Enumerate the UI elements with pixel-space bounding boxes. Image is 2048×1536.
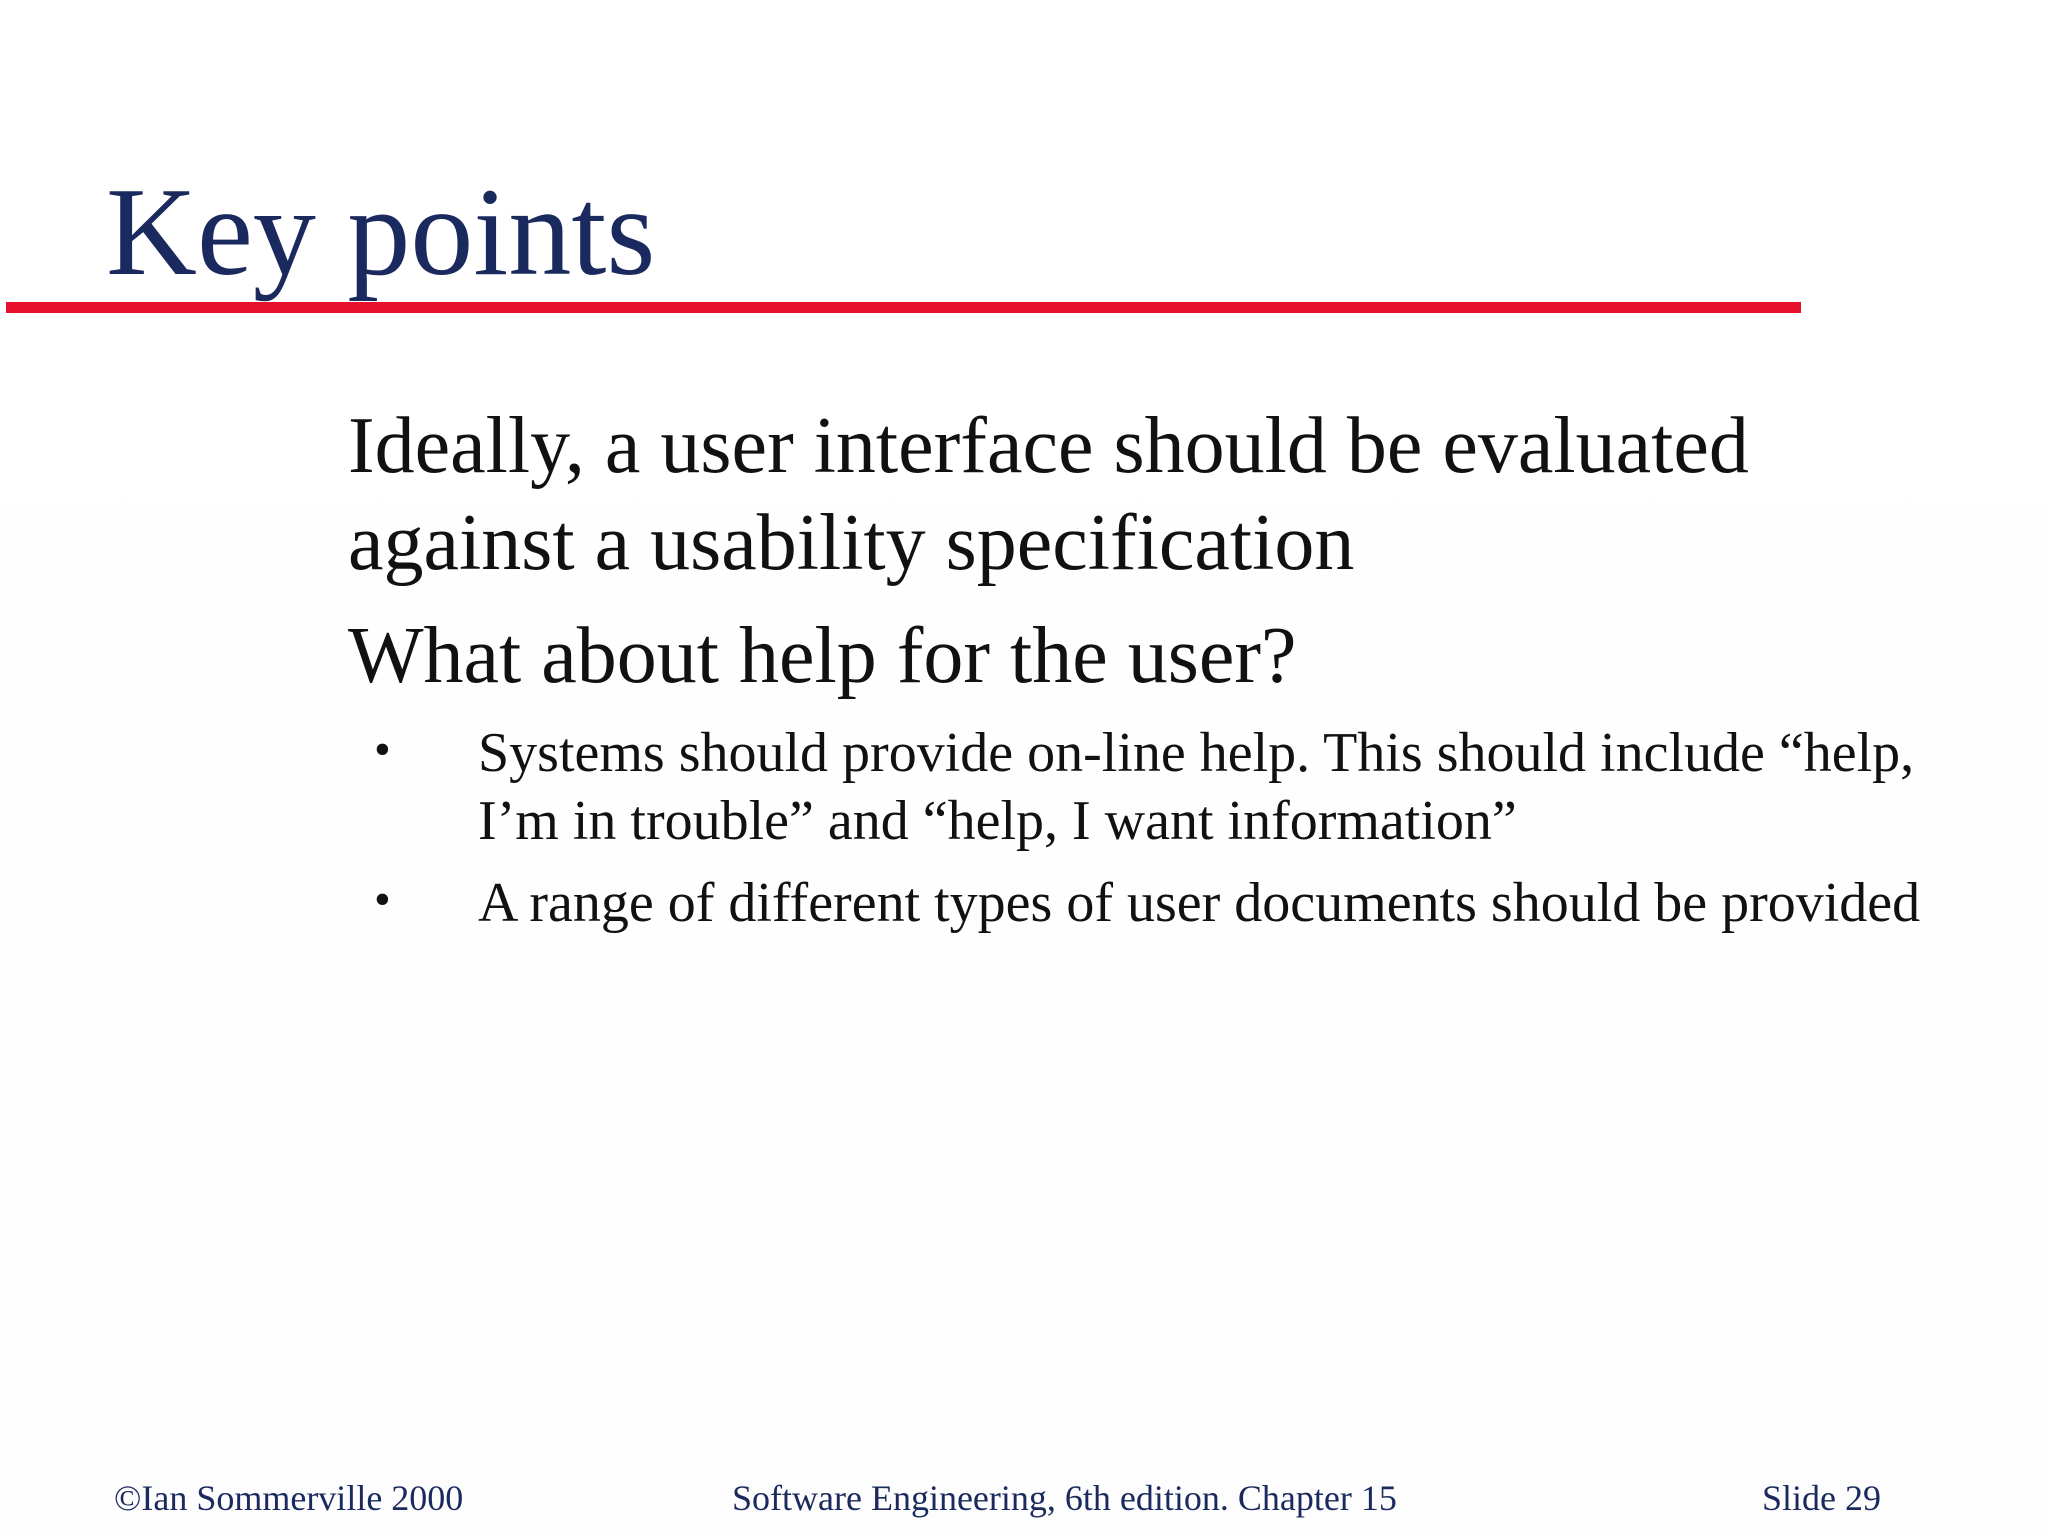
slide-title: Key points	[106, 163, 656, 302]
bullet-text: Systems should provide on-line help. This should include “help, I’m in trouble” and “help, I want information”	[478, 722, 1915, 852]
slide-content	[348, 398, 1948, 937]
bullet-icon: •	[374, 723, 391, 776]
main-point-evaluation: Ideally, a user interface should be evaluated against a usability specification	[348, 402, 1749, 587]
bullet-text: A range of different types of user documents should be provided	[478, 872, 1921, 934]
footer-book-title: Software Engineering, 6th edition. Chapter 15	[732, 1478, 1397, 1518]
title-divider	[6, 302, 1801, 313]
bullet-icon: •	[374, 873, 391, 926]
footer-slide-number: Slide 29	[1762, 1478, 1882, 1518]
bullet-item-user-documents	[348, 869, 1948, 937]
footer-copyright: ©Ian Sommerville 2000	[114, 1478, 464, 1518]
bullet-list	[348, 719, 1948, 937]
bullet-item-online-help	[348, 719, 1948, 855]
main-point-help: What about help for the user?	[348, 612, 1297, 700]
